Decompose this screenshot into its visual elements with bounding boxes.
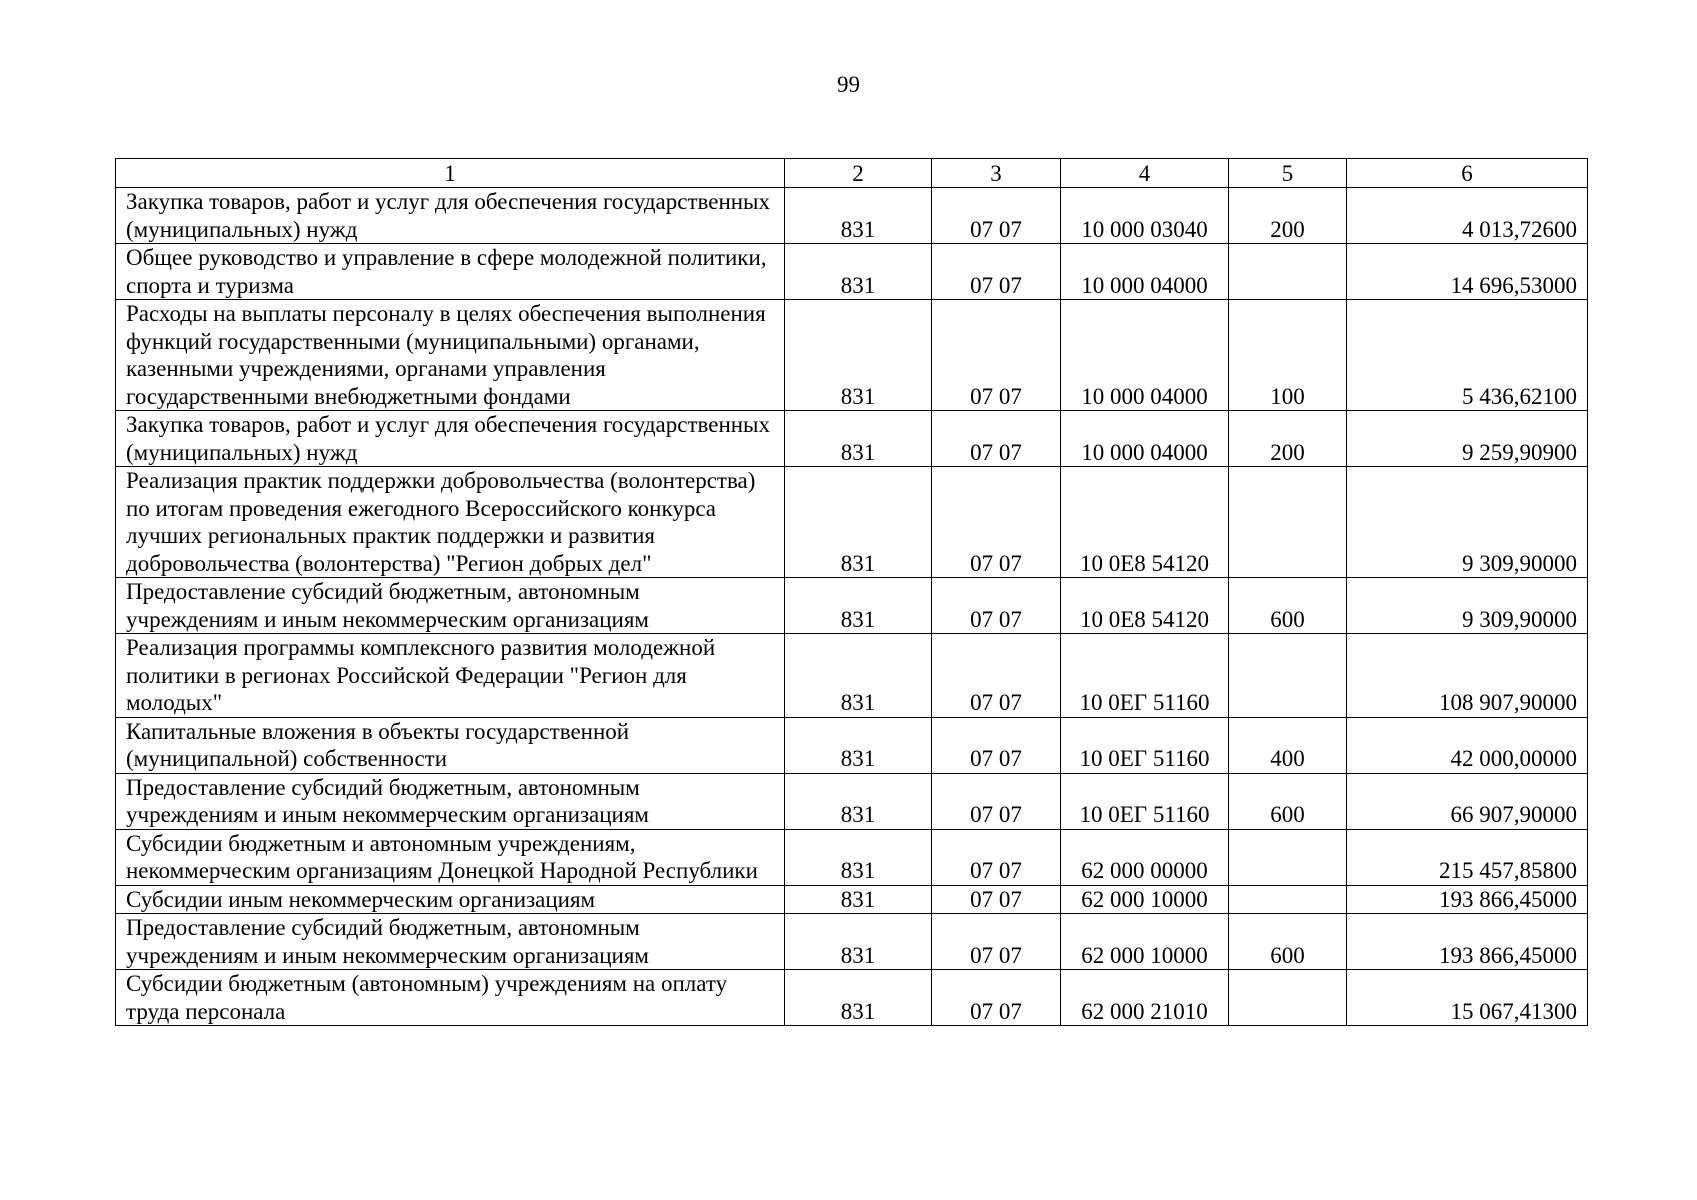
- table-row: [116, 300, 1588, 411]
- table-row: [116, 578, 1588, 634]
- table-row: [116, 970, 1588, 1026]
- expense-type-code: [1229, 244, 1347, 300]
- row-name: Капитальные вложения в объекты государственной (муниципальной) собственности: [116, 717, 785, 773]
- table-row: [116, 717, 1588, 773]
- row-name: Предоставление субсидий бюджетным, автономным учреждениям и иным некоммерческим организациям: [116, 578, 785, 634]
- target-article-code: 62 000 00000: [1061, 829, 1229, 885]
- expense-type-code: 600: [1229, 773, 1347, 829]
- section-code: 07 07: [932, 829, 1061, 885]
- target-article-code: 10 0ЕГ 51160: [1061, 773, 1229, 829]
- amount: 193 866,45000: [1347, 885, 1588, 914]
- table-row: [116, 914, 1588, 970]
- section-code: 07 07: [932, 578, 1061, 634]
- table-row: [116, 467, 1588, 578]
- expense-type-code: [1229, 970, 1347, 1026]
- target-article-code: 10 0E8 54120: [1061, 578, 1229, 634]
- table-row: [116, 773, 1588, 829]
- row-name: Реализация практик поддержки добровольчества (волонтерства) по итогам проведения ежегодного Всероссийского конкурса лучших региональных практик поддержки и развития добровольчества (волонтерства) "Регион добрых дел": [116, 467, 785, 578]
- ministry-code: 831: [785, 634, 932, 718]
- section-code: 07 07: [932, 914, 1061, 970]
- header-row: [116, 159, 1588, 188]
- section-code: 07 07: [932, 300, 1061, 411]
- ministry-code: 831: [785, 717, 932, 773]
- ministry-code: 831: [785, 829, 932, 885]
- amount: 193 866,45000: [1347, 914, 1588, 970]
- target-article-code: 10 000 03040: [1061, 188, 1229, 244]
- row-name: Субсидии бюджетным (автономным) учреждениям на оплату труда персонала: [116, 970, 785, 1026]
- ministry-code: 831: [785, 773, 932, 829]
- column-header-6: 6: [1347, 159, 1588, 188]
- amount: 9 259,90900: [1347, 411, 1588, 467]
- amount: 9 309,90000: [1347, 578, 1588, 634]
- amount: 66 907,90000: [1347, 773, 1588, 829]
- expense-type-code: [1229, 885, 1347, 914]
- amount: 4 013,72600: [1347, 188, 1588, 244]
- row-name: Закупка товаров, работ и услуг для обеспечения государственных (муниципальных) нужд: [116, 188, 785, 244]
- table-row: [116, 411, 1588, 467]
- table-row: [116, 829, 1588, 885]
- amount: 9 309,90000: [1347, 467, 1588, 578]
- column-header-4: 4: [1061, 159, 1229, 188]
- expense-type-code: 100: [1229, 300, 1347, 411]
- target-article-code: 10 0ЕГ 51160: [1061, 634, 1229, 718]
- column-header-3: 3: [932, 159, 1061, 188]
- section-code: 07 07: [932, 467, 1061, 578]
- expense-type-code: 200: [1229, 188, 1347, 244]
- expense-type-code: [1229, 634, 1347, 718]
- section-code: 07 07: [932, 244, 1061, 300]
- ministry-code: 831: [785, 411, 932, 467]
- ministry-code: 831: [785, 188, 932, 244]
- expense-type-code: 200: [1229, 411, 1347, 467]
- expense-type-code: 600: [1229, 914, 1347, 970]
- page-number: 99: [837, 72, 860, 97]
- expense-type-code: 600: [1229, 578, 1347, 634]
- table-header: [116, 159, 1588, 188]
- table-row: [116, 634, 1588, 718]
- ministry-code: 831: [785, 914, 932, 970]
- target-article-code: 10 000 04000: [1061, 411, 1229, 467]
- ministry-code: 831: [785, 578, 932, 634]
- section-code: 07 07: [932, 411, 1061, 467]
- amount: 14 696,53000: [1347, 244, 1588, 300]
- budget-table: [115, 158, 1588, 1026]
- amount: 108 907,90000: [1347, 634, 1588, 718]
- section-code: 07 07: [932, 885, 1061, 914]
- row-name: Общее руководство и управление в сфере молодежной политики, спорта и туризма: [116, 244, 785, 300]
- target-article-code: 10 0E8 54120: [1061, 467, 1229, 578]
- ministry-code: 831: [785, 970, 932, 1026]
- amount: 42 000,00000: [1347, 717, 1588, 773]
- row-name: Предоставление субсидий бюджетным, автономным учреждениям и иным некоммерческим организациям: [116, 773, 785, 829]
- ministry-code: 831: [785, 244, 932, 300]
- amount: 15 067,41300: [1347, 970, 1588, 1026]
- column-header-5: 5: [1229, 159, 1347, 188]
- section-code: 07 07: [932, 188, 1061, 244]
- amount: 5 436,62100: [1347, 300, 1588, 411]
- ministry-code: 831: [785, 885, 932, 914]
- row-name: Реализация программы комплексного развития молодежной политики в регионах Российской Федерации "Регион для молодых": [116, 634, 785, 718]
- row-name: Предоставление субсидий бюджетным, автономным учреждениям и иным некоммерческим организациям: [116, 914, 785, 970]
- target-article-code: 62 000 10000: [1061, 885, 1229, 914]
- expense-type-code: 400: [1229, 717, 1347, 773]
- amount: 215 457,85800: [1347, 829, 1588, 885]
- section-code: 07 07: [932, 717, 1061, 773]
- section-code: 07 07: [932, 634, 1061, 718]
- target-article-code: 10 000 04000: [1061, 244, 1229, 300]
- expense-type-code: [1229, 829, 1347, 885]
- section-code: 07 07: [932, 970, 1061, 1026]
- column-header-2: 2: [785, 159, 932, 188]
- table-row: [116, 244, 1588, 300]
- target-article-code: 10 000 04000: [1061, 300, 1229, 411]
- ministry-code: 831: [785, 300, 932, 411]
- table-row: [116, 885, 1588, 914]
- table-body: [116, 188, 1588, 1026]
- target-article-code: 10 0ЕГ 51160: [1061, 717, 1229, 773]
- expense-type-code: [1229, 467, 1347, 578]
- row-name: Закупка товаров, работ и услуг для обеспечения государственных (муниципальных) нужд: [116, 411, 785, 467]
- column-header-1: 1: [116, 159, 785, 188]
- section-code: 07 07: [932, 773, 1061, 829]
- target-article-code: 62 000 21010: [1061, 970, 1229, 1026]
- ministry-code: 831: [785, 467, 932, 578]
- target-article-code: 62 000 10000: [1061, 914, 1229, 970]
- table-row: [116, 188, 1588, 244]
- row-name: Расходы на выплаты персоналу в целях обеспечения выполнения функций государственными (муниципальными) органами, казенными учреждениями, органами управления государственными внебюджетными фондами: [116, 300, 785, 411]
- row-name: Субсидии иным некоммерческим организациям: [116, 885, 785, 914]
- row-name: Субсидии бюджетным и автономным учреждениям, некоммерческим организациям Донецкой Народной Республики: [116, 829, 785, 885]
